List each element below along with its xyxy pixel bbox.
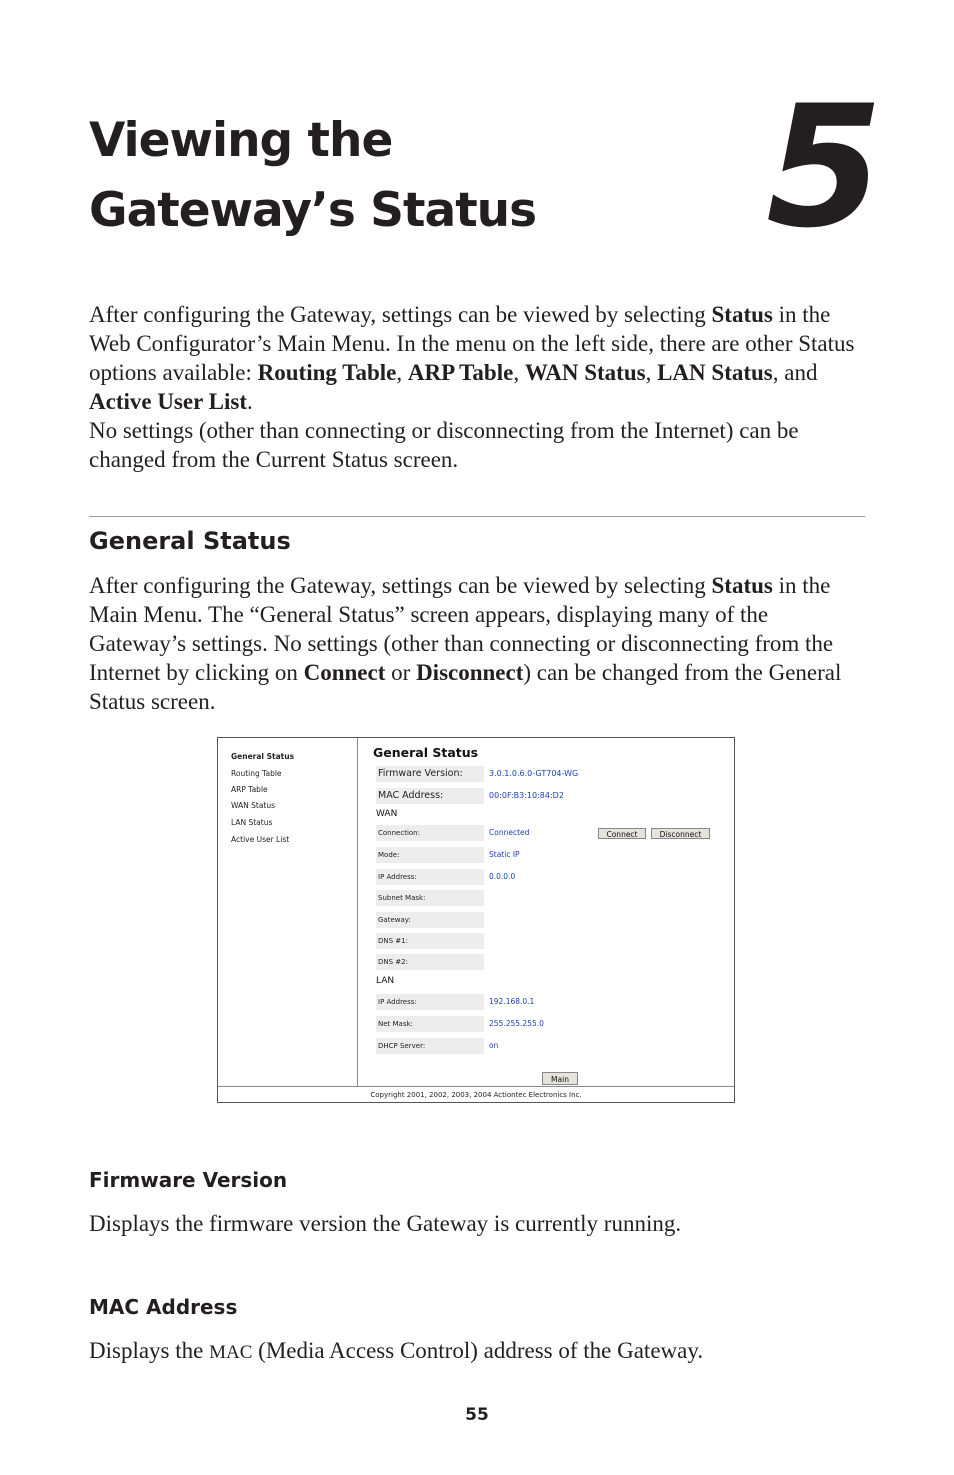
firmware-version-heading: Firmware Version	[89, 1168, 288, 1192]
wan-gateway-label	[376, 912, 484, 928]
firmware-label	[376, 766, 484, 782]
intro-text: After configuring the Gateway, settings can be viewed by selecting	[89, 302, 712, 327]
wan-dns1-label	[376, 933, 484, 949]
mac-value: 00:0F:B3:10:84:D2	[489, 791, 564, 800]
mac-label	[376, 788, 484, 804]
firmware-version-text: Displays the firmware version the Gateway is currently running.	[89, 1211, 682, 1236]
section-heading: General Status	[89, 527, 291, 555]
wan-subnet-label-text: Subnet Mask:	[378, 894, 426, 902]
intro-text: .	[246, 389, 253, 414]
lan-netmask-value: 255.255.255.0	[489, 1019, 544, 1028]
chapter-number: 5	[766, 69, 883, 265]
intro-bold-lan-status: LAN Status	[657, 360, 773, 385]
copyright-footer: Copyright 2001, 2002, 2003, 2004 Actiontec Electronics Inc.	[218, 1086, 734, 1103]
mac-label-text: MAC Address:	[378, 790, 444, 801]
gs-bold-status: Status	[711, 573, 773, 598]
gs-text: in the Main Menu. The “General Status” screen appears, displaying many of the Gateway’s settings. No settings (other than connecting or disconnecting from the Internet by clicking on	[89, 573, 834, 685]
intro-bold-wan-status: WAN Status	[524, 360, 646, 385]
gs-text: ) can be changed from the General Status screen.	[89, 660, 842, 714]
sidebar-item-active-user-list[interactable]: Active User List	[231, 835, 290, 844]
intro-text: ,	[513, 360, 525, 385]
wan-connection-label	[376, 825, 484, 841]
mac-text: Displays the	[89, 1338, 210, 1363]
mac-address-text	[89, 1336, 869, 1367]
sidebar-item-general-status[interactable]: General Status	[231, 752, 295, 761]
wan-subnet-label	[376, 890, 484, 906]
wan-dns2-label	[376, 954, 484, 970]
gs-bold-disconnect: Disconnect	[416, 660, 524, 685]
wan-mode-label	[376, 847, 484, 863]
wan-dns2-label-text: DNS #2:	[378, 958, 408, 966]
lan-dhcp-label-text: DHCP Server:	[378, 1042, 426, 1050]
chapter-title	[89, 106, 536, 246]
intro-bold-arp-table: ARP Table	[407, 360, 514, 385]
intro-text: in the Web Configurator’s Main Menu. In the menu on the left side, there are other Status options available:	[89, 302, 855, 385]
sidebar-item-lan-status[interactable]: LAN Status	[231, 818, 273, 827]
wan-connection-label-text: Connection:	[378, 829, 420, 837]
general-status-screenshot	[217, 737, 735, 1103]
gs-text: or	[385, 660, 417, 685]
gs-text: After configuring the Gateway, settings can be viewed by selecting	[89, 573, 712, 598]
screen-title: General Status	[373, 745, 479, 760]
disconnect-button[interactable]: Disconnect	[651, 828, 710, 839]
gs-bold-connect: Connect	[303, 660, 386, 685]
status-sidebar	[218, 738, 358, 1086]
intro-text: ,	[396, 360, 408, 385]
firmware-value: 3.0.1.0.6.0-GT704-WG	[489, 769, 579, 778]
main-button[interactable]: Main	[542, 1072, 578, 1085]
intro-text: ,	[645, 360, 658, 385]
sidebar-item-routing-table[interactable]: Routing Table	[231, 769, 282, 778]
intro-bold-active-user-list: Active User List	[89, 389, 247, 414]
wan-mode-label-text: Mode:	[378, 851, 400, 859]
intro-text: , and	[772, 360, 818, 385]
wan-ip-label-text: IP Address:	[378, 873, 417, 881]
wan-ip-label	[376, 869, 484, 885]
lan-dhcp-label	[376, 1038, 484, 1054]
lan-netmask-label-text: Net Mask:	[378, 1020, 413, 1028]
intro-bold-status: Status	[711, 302, 773, 327]
mac-abbrev: MAC	[209, 1342, 253, 1363]
wan-dns1-label-text: DNS #1:	[378, 937, 408, 945]
lan-group-label: LAN	[376, 976, 395, 986]
intro-bold-routing-table: Routing Table	[257, 360, 397, 385]
intro-text-2: No settings (other than connecting or disconnecting from the Internet) can be changed from the Current Status screen.	[89, 418, 799, 472]
chapter-title-line-1: Viewing the	[89, 113, 393, 168]
intro-paragraph	[89, 300, 869, 474]
wan-gateway-label-text: Gateway:	[378, 916, 411, 924]
mac-address-heading: MAC Address	[89, 1295, 238, 1319]
wan-connection-value: Connected	[489, 828, 530, 837]
mac-text: (Media Access Control) address of the Gateway.	[252, 1338, 704, 1363]
section-divider	[89, 516, 865, 517]
firmware-label-text: Firmware Version:	[378, 768, 463, 779]
lan-netmask-label	[376, 1016, 484, 1032]
lan-ip-label	[376, 994, 484, 1010]
connect-button[interactable]: Connect	[598, 828, 646, 839]
lan-dhcp-value: on	[489, 1041, 499, 1050]
chapter-title-line-2: Gateway’s Status	[89, 183, 537, 238]
lan-ip-label-text: IP Address:	[378, 998, 417, 1006]
sidebar-item-arp-table[interactable]: ARP Table	[231, 785, 268, 794]
sidebar-item-wan-status[interactable]: WAN Status	[231, 801, 276, 810]
wan-ip-value: 0.0.0.0	[489, 872, 516, 881]
wan-mode-value: Static IP	[489, 850, 520, 859]
general-status-paragraph	[89, 571, 869, 716]
page-number: 55	[465, 1405, 489, 1425]
lan-ip-value: 192.168.0.1	[489, 997, 535, 1006]
wan-group-label: WAN	[376, 809, 398, 819]
